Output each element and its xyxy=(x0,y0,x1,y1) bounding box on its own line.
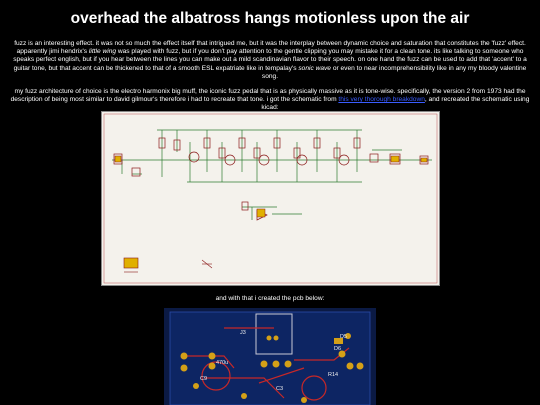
architecture-text-1: my fuzz architecture of choice is the electro harmonix big muff, the iconic fuzz pedal that is as physically massive as it is tone-wise. specifically, the version 2 from 1973 had the description of being most similar to david gilmour's therefore i had to recreate that tone. i got the schematic from xyxy=(10,88,526,104)
schematic-image[interactable] xyxy=(101,111,440,286)
architecture-paragraph xyxy=(8,88,532,113)
intro-text-1: fuzz is an interesting effect. it was not so much the effect itself that intrigued me, but it was the interplay between dynamic choice and saturation that constitutes the 'fuzz' effect. apparently jimi hendrix's xyxy=(14,40,526,56)
intro-paragraph xyxy=(8,40,532,81)
pcb-label-d6: D6 xyxy=(334,346,342,352)
pcb-label-j3: J3 xyxy=(240,330,246,336)
intro-text-3: or even to near incomprehensibility like in any my bloody valentine song. xyxy=(261,64,527,80)
song-title-little-wing: little wing xyxy=(88,48,117,56)
pcb-label-r14: R14 xyxy=(328,372,339,378)
architecture-text-2: , and recreated the schematic using kicad: xyxy=(261,96,530,112)
schematic-drawing xyxy=(102,112,439,285)
pcb-caption: and with that i created the pcb below: xyxy=(215,295,325,302)
pcb-drawing xyxy=(164,308,376,405)
pcb-label-c3: C3 xyxy=(276,386,284,392)
pcb-label-c9: C9 xyxy=(200,376,208,382)
pcb-label-d5: D5 xyxy=(340,334,348,340)
song-title-sonic-wave: sonic wave xyxy=(298,64,331,72)
intro-text-2: was played with fuzz, but if you don't pay attention to the gentle clipping you may mistake it for a clean tone. its like talking to someone who speaks perfect english, but if you hear between the lines you can make out a mild scandinavian flavor to their speech. on one hand the fuzz can be used to add that 'accent' to a guitar tone, but that accent can be thickened to that of a smooth ESL expatriate like in tempalay's xyxy=(13,48,527,72)
pcb-image[interactable] xyxy=(164,308,376,405)
page-title: overhead the albatross hangs motionless upon the air xyxy=(70,10,470,27)
pcb-label-470u: 470u xyxy=(216,360,229,366)
schematic-breakdown-link[interactable]: this very thorough breakdown xyxy=(338,96,425,104)
